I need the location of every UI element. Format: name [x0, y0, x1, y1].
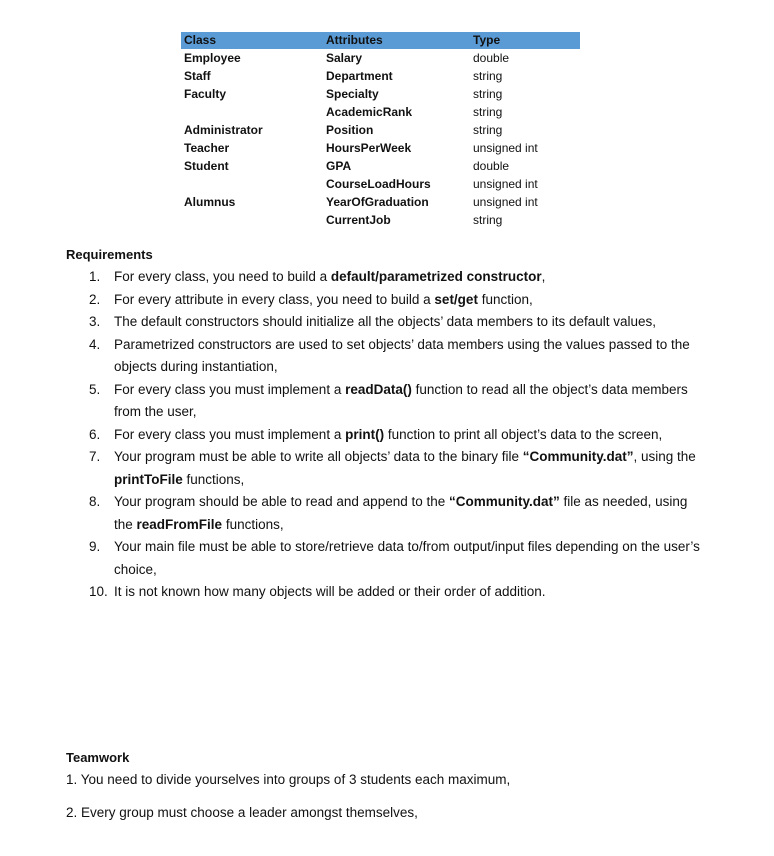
requirement-text: For every class you must implement a [114, 381, 346, 397]
row-attribute: Position [326, 123, 374, 137]
requirement-number: 4. [89, 336, 101, 352]
row-attribute: CurrentJob [326, 213, 391, 227]
requirement-text: For every attribute in every class, you need to build a [114, 291, 435, 307]
requirement-text: For every class, you need to build a [114, 269, 331, 284]
table-row [181, 67, 580, 85]
requirement-item [66, 536, 706, 581]
row-class: Alumnus [184, 195, 236, 209]
requirement-emphasis: “Community.dat” [522, 449, 634, 464]
teamwork-title: Teamwork [66, 750, 130, 765]
requirement-number: 9. [89, 539, 101, 554]
requirement-text: function, [477, 291, 533, 307]
table-header-row [181, 32, 580, 49]
row-type: string [473, 105, 503, 119]
row-type: string [473, 87, 503, 101]
requirement-number: 1. [89, 269, 101, 284]
requirement-number: 10. [89, 584, 108, 599]
row-type: unsigned int [473, 177, 538, 191]
header-attributes: Attributes [326, 33, 383, 47]
requirement-number: 8. [89, 494, 101, 509]
requirement-emphasis: default/parametrized constructor [330, 269, 542, 284]
row-type: unsigned int [473, 195, 538, 209]
row-attribute: GPA [326, 159, 352, 173]
table-row [181, 85, 580, 103]
table-row [181, 121, 580, 139]
requirement-emphasis: readFromFile [136, 516, 223, 532]
requirement-emphasis: printToFile [114, 471, 183, 487]
row-class: Teacher [184, 141, 230, 155]
row-type: double [473, 51, 510, 65]
requirement-text: For every class you must implement a [114, 426, 346, 442]
row-attribute: YearOfGraduation [326, 195, 429, 209]
requirement-text: file as needed, using the [114, 494, 688, 532]
requirement-number: 3. [89, 314, 101, 329]
requirement-item [66, 266, 706, 289]
requirement-text: function to read all the object’s data members from the user, [114, 381, 688, 419]
requirement-item [66, 311, 706, 334]
row-class: Staff [184, 69, 211, 83]
requirement-item [66, 289, 706, 312]
row-type: string [473, 213, 503, 227]
requirement-text: , using the [633, 449, 696, 464]
row-type: double [473, 159, 510, 173]
table-row [181, 211, 580, 229]
requirements-title: Requirements [66, 247, 153, 262]
table-row [181, 49, 580, 67]
requirement-item [66, 424, 706, 447]
table-row [181, 103, 580, 121]
table-row [181, 193, 580, 211]
table-row [181, 139, 580, 157]
row-type: unsigned int [473, 141, 538, 155]
requirement-emphasis: readData() [345, 381, 412, 397]
row-class: Faculty [184, 87, 227, 101]
requirement-text: Your program should be able to read and append to the [114, 494, 450, 509]
row-attribute: HoursPerWeek [326, 141, 412, 155]
table-row [181, 157, 580, 175]
row-attribute: Specialty [326, 87, 379, 101]
header-type: Type [473, 33, 501, 47]
table-row [181, 175, 580, 193]
table-body [181, 49, 580, 229]
teamwork-item: 2. Every group must choose a leader amongst themselves, [66, 805, 418, 820]
requirement-text: functions, [182, 471, 245, 487]
requirement-item [66, 581, 706, 604]
row-class: Administrator [184, 123, 263, 137]
requirement-text: , [541, 269, 546, 284]
row-attribute: AcademicRank [326, 105, 413, 119]
row-attribute: Department [326, 69, 393, 83]
requirement-item [66, 334, 706, 379]
requirement-item [66, 379, 706, 424]
row-type: string [473, 123, 503, 137]
requirement-emphasis: set/get [434, 291, 478, 307]
requirement-text: functions, [222, 516, 284, 532]
teamwork-item: 1. You need to divide yourselves into groups of 3 students each maximum, [66, 772, 511, 787]
requirement-emphasis: print() [345, 426, 385, 442]
requirement-text: The default constructors should initialize all the objects’ data members to its default values, [114, 314, 657, 329]
row-attribute: Salary [326, 51, 363, 65]
requirement-item [66, 491, 706, 536]
row-class: Employee [184, 51, 241, 65]
header-class: Class [184, 33, 217, 47]
requirement-text: function to print all object’s data to the screen, [384, 426, 663, 442]
requirement-number: 7. [89, 449, 101, 464]
requirements-list [66, 266, 706, 604]
requirement-text: Your program must be able to write all objects’ data to the binary file [114, 449, 523, 464]
requirement-number: 2. [89, 291, 101, 307]
requirement-text: Parametrized constructors are used to set objects’ data members using the values passed to the objects during instantiation, [114, 336, 690, 374]
row-type: string [473, 69, 503, 83]
requirement-item [66, 446, 706, 491]
requirement-number: 6. [89, 426, 101, 442]
requirement-emphasis: “Community.dat” [449, 494, 560, 509]
requirement-number: 5. [89, 381, 101, 397]
requirement-text: It is not known how many objects will be added or their order of addition. [114, 584, 546, 599]
row-class: Student [184, 159, 229, 173]
row-attribute: CourseLoadHours [326, 177, 431, 191]
requirement-text: Your main file must be able to store/retrieve data to/from output/input files depending on the user’s choice, [114, 539, 700, 577]
class-table [181, 32, 580, 229]
